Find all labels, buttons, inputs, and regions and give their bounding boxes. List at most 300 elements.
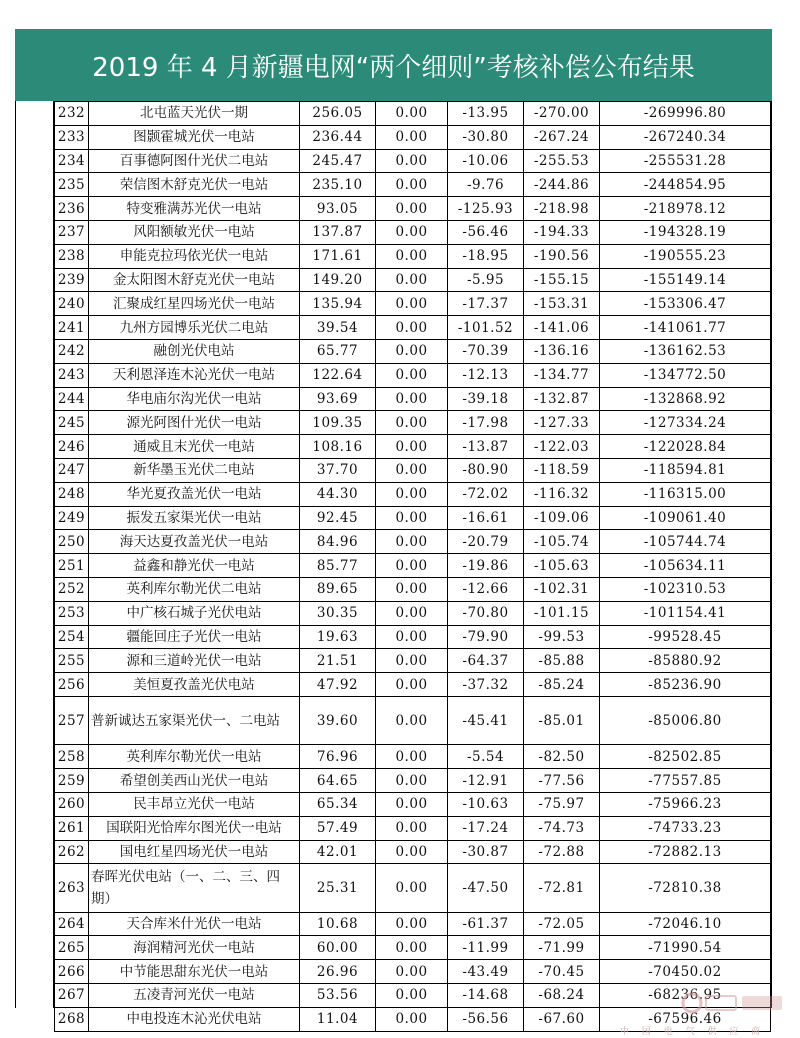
compensation-amount: -153306.47 [600, 292, 771, 316]
value-a: 256.05 [300, 102, 376, 126]
value-a: 76.96 [300, 745, 376, 769]
station-name: 北屯蓝天光伏一期 [89, 102, 300, 126]
table-row [55, 316, 771, 340]
compensation-amount: -127334.24 [600, 411, 771, 435]
value-a: 93.69 [300, 387, 376, 411]
table-row [55, 577, 771, 601]
total-score: -101.15 [524, 601, 600, 625]
compensation-amount: -116315.00 [600, 482, 771, 506]
value-b: 0.00 [376, 530, 448, 554]
value-b: 0.00 [376, 197, 448, 221]
station-name: 普新诚达五家渠光伏一、二电站 [89, 696, 300, 744]
compensation-amount: -269996.80 [600, 102, 771, 126]
total-score: -255.53 [524, 149, 600, 173]
total-score: -141.06 [524, 316, 600, 340]
compensation-amount: -101154.41 [600, 601, 771, 625]
watermark-logo-icon [680, 990, 790, 1016]
compensation-amount: -255531.28 [600, 149, 771, 173]
value-b: 0.00 [376, 102, 448, 126]
compensation-amount: -141061.77 [600, 316, 771, 340]
table-row [55, 816, 771, 840]
compensation-amount: -118594.81 [600, 458, 771, 482]
table-row [55, 530, 771, 554]
total-score: -118.59 [524, 458, 600, 482]
row-index: 266 [55, 960, 89, 984]
value-a: 44.30 [300, 482, 376, 506]
total-score: -267.24 [524, 125, 600, 149]
value-a: 42.01 [300, 840, 376, 864]
value-a: 26.96 [300, 960, 376, 984]
total-score: -116.32 [524, 482, 600, 506]
row-index: 234 [55, 149, 89, 173]
value-c: -80.90 [448, 458, 524, 482]
table-row [55, 960, 771, 984]
value-c: -5.54 [448, 745, 524, 769]
value-b: 0.00 [376, 840, 448, 864]
value-b: 0.00 [376, 984, 448, 1008]
value-c: -45.41 [448, 696, 524, 744]
value-a: 53.56 [300, 984, 376, 1008]
table-row [55, 912, 771, 936]
value-b: 0.00 [376, 554, 448, 578]
compensation-amount: -75966.23 [600, 792, 771, 816]
compensation-amount: -68236.95 [600, 984, 771, 1008]
station-name: 英利库尔勒光伏一电站 [89, 745, 300, 769]
station-name: 汇聚成红星四场光伏一电站 [89, 292, 300, 316]
value-b: 0.00 [376, 458, 448, 482]
value-b: 0.00 [376, 220, 448, 244]
row-index: 242 [55, 339, 89, 363]
row-index: 258 [55, 745, 89, 769]
value-b: 0.00 [376, 649, 448, 673]
value-c: -101.52 [448, 316, 524, 340]
row-index: 244 [55, 387, 89, 411]
row-index: 257 [55, 696, 89, 744]
total-score: -85.24 [524, 673, 600, 697]
table-row [55, 387, 771, 411]
value-c: -19.86 [448, 554, 524, 578]
row-index: 260 [55, 792, 89, 816]
value-a: 65.77 [300, 339, 376, 363]
table-row [55, 840, 771, 864]
compensation-amount: -109061.40 [600, 506, 771, 530]
row-index: 247 [55, 458, 89, 482]
compensation-amount: -136162.53 [600, 339, 771, 363]
table-row [55, 649, 771, 673]
value-a: 235.10 [300, 173, 376, 197]
value-a: 60.00 [300, 936, 376, 960]
value-b: 0.00 [376, 601, 448, 625]
compensation-amount: -122028.84 [600, 435, 771, 459]
results-table-body [55, 102, 771, 1032]
total-score: -127.33 [524, 411, 600, 435]
row-index: 237 [55, 220, 89, 244]
total-score: -72.81 [524, 864, 600, 912]
table-row [55, 173, 771, 197]
compensation-amount: -102310.53 [600, 577, 771, 601]
compensation-amount: -218978.12 [600, 197, 771, 221]
station-name: 振发五家渠光伏一电站 [89, 506, 300, 530]
value-c: -56.46 [448, 220, 524, 244]
station-name: 通威且末光伏一电站 [89, 435, 300, 459]
value-b: 0.00 [376, 1007, 448, 1031]
station-name: 民丰昂立光伏一电站 [89, 792, 300, 816]
station-name: 希望创美西山光伏一电站 [89, 769, 300, 793]
row-index: 265 [55, 936, 89, 960]
row-index: 253 [55, 601, 89, 625]
value-c: -43.49 [448, 960, 524, 984]
value-c: -20.79 [448, 530, 524, 554]
row-index: 238 [55, 244, 89, 268]
total-score: -72.88 [524, 840, 600, 864]
row-index: 255 [55, 649, 89, 673]
table-row [55, 435, 771, 459]
station-name: 国电红星四场光伏一电站 [89, 840, 300, 864]
value-c: -64.37 [448, 649, 524, 673]
total-score: -194.33 [524, 220, 600, 244]
total-score: -71.99 [524, 936, 600, 960]
compensation-amount: -72882.13 [600, 840, 771, 864]
compensation-amount: -74733.23 [600, 816, 771, 840]
value-c: -17.98 [448, 411, 524, 435]
total-score: -136.16 [524, 339, 600, 363]
station-name: 五凌青河光伏一电站 [89, 984, 300, 1008]
total-score: -72.05 [524, 912, 600, 936]
table-row [55, 554, 771, 578]
total-score: -67.60 [524, 1007, 600, 1031]
value-c: -17.24 [448, 816, 524, 840]
value-a: 39.54 [300, 316, 376, 340]
table-row [55, 458, 771, 482]
value-a: 39.60 [300, 696, 376, 744]
total-score: -85.01 [524, 696, 600, 744]
total-score: -190.56 [524, 244, 600, 268]
value-b: 0.00 [376, 577, 448, 601]
total-score: -85.88 [524, 649, 600, 673]
total-score: -75.97 [524, 792, 600, 816]
row-index: 254 [55, 625, 89, 649]
station-name: 天利恩泽连木沁光伏一电站 [89, 363, 300, 387]
value-b: 0.00 [376, 864, 448, 912]
value-b: 0.00 [376, 125, 448, 149]
value-a: 135.94 [300, 292, 376, 316]
value-a: 171.61 [300, 244, 376, 268]
table-row [55, 506, 771, 530]
value-c: -61.37 [448, 912, 524, 936]
compensation-amount: -105744.74 [600, 530, 771, 554]
row-index: 246 [55, 435, 89, 459]
total-score: -218.98 [524, 197, 600, 221]
compensation-amount: -67596.46 [600, 1007, 771, 1031]
value-c: -10.06 [448, 149, 524, 173]
value-a: 108.16 [300, 435, 376, 459]
station-name: 国联阳光恰库尔图光伏一电站 [89, 816, 300, 840]
value-c: -70.39 [448, 339, 524, 363]
table-row [55, 220, 771, 244]
table-row [55, 864, 771, 912]
value-c: -17.37 [448, 292, 524, 316]
table-row [55, 792, 771, 816]
station-name: 美恒夏孜盖光伏电站 [89, 673, 300, 697]
total-score: -134.77 [524, 363, 600, 387]
station-name: 融创光伏电站 [89, 339, 300, 363]
station-name: 九州方园博乐光伏二电站 [89, 316, 300, 340]
total-score: -99.53 [524, 625, 600, 649]
row-index: 250 [55, 530, 89, 554]
table-row [55, 292, 771, 316]
total-score: -270.00 [524, 102, 600, 126]
value-c: -72.02 [448, 482, 524, 506]
row-index: 268 [55, 1007, 89, 1031]
value-c: -11.99 [448, 936, 524, 960]
row-index: 239 [55, 268, 89, 292]
total-score: -68.24 [524, 984, 600, 1008]
total-score: -153.31 [524, 292, 600, 316]
value-c: -56.56 [448, 1007, 524, 1031]
table-row [55, 745, 771, 769]
compensation-amount: -194328.19 [600, 220, 771, 244]
total-score: -74.73 [524, 816, 600, 840]
value-c: -13.87 [448, 435, 524, 459]
station-name: 金太阳图木舒克光伏一电站 [89, 268, 300, 292]
value-b: 0.00 [376, 745, 448, 769]
station-name: 英利库尔勒光伏二电站 [89, 577, 300, 601]
compensation-amount: -72046.10 [600, 912, 771, 936]
station-name: 中电投连木沁光伏电站 [89, 1007, 300, 1031]
value-b: 0.00 [376, 435, 448, 459]
compensation-amount: -244854.95 [600, 173, 771, 197]
value-a: 30.35 [300, 601, 376, 625]
total-score: -122.03 [524, 435, 600, 459]
table-row [55, 102, 771, 126]
table-row [55, 482, 771, 506]
row-index: 262 [55, 840, 89, 864]
row-index: 251 [55, 554, 89, 578]
compensation-amount: -132868.92 [600, 387, 771, 411]
table-row [55, 601, 771, 625]
value-c: -10.63 [448, 792, 524, 816]
compensation-amount: -72810.38 [600, 864, 771, 912]
row-index: 235 [55, 173, 89, 197]
station-name: 春晖光伏电站（一、二、三、四期） [89, 864, 300, 912]
compensation-amount: -71990.54 [600, 936, 771, 960]
row-index: 263 [55, 864, 89, 912]
value-b: 0.00 [376, 316, 448, 340]
compensation-amount: -77557.85 [600, 769, 771, 793]
total-score: -82.50 [524, 745, 600, 769]
station-name: 源光阿图什光伏一电站 [89, 411, 300, 435]
watermark-subtitle: 中 国 电 气 供 应 商 [620, 1027, 766, 1037]
value-b: 0.00 [376, 936, 448, 960]
value-a: 93.05 [300, 197, 376, 221]
station-name: 海润精河光伏一电站 [89, 936, 300, 960]
table-row [55, 411, 771, 435]
compensation-amount: -82502.85 [600, 745, 771, 769]
value-a: 92.45 [300, 506, 376, 530]
table-row [55, 244, 771, 268]
station-name: 益鑫和静光伏一电站 [89, 554, 300, 578]
row-index: 232 [55, 102, 89, 126]
value-a: 19.63 [300, 625, 376, 649]
total-score: -109.06 [524, 506, 600, 530]
watermark-logo [680, 990, 790, 1021]
value-b: 0.00 [376, 625, 448, 649]
value-c: -12.13 [448, 363, 524, 387]
station-name: 特变雅满苏光伏一电站 [89, 197, 300, 221]
table-row [55, 339, 771, 363]
value-a: 109.35 [300, 411, 376, 435]
table-right-border [770, 101, 772, 1008]
value-c: -70.80 [448, 601, 524, 625]
value-a: 11.04 [300, 1007, 376, 1031]
row-index: 240 [55, 292, 89, 316]
value-c: -12.66 [448, 577, 524, 601]
value-a: 85.77 [300, 554, 376, 578]
compensation-amount: -85880.92 [600, 649, 771, 673]
total-score: -132.87 [524, 387, 600, 411]
value-a: 10.68 [300, 912, 376, 936]
station-name: 申能克拉玛依光伏一电站 [89, 244, 300, 268]
station-name: 百事德阿图什光伏二电站 [89, 149, 300, 173]
station-name: 华电庙尔沟光伏一电站 [89, 387, 300, 411]
value-c: -18.95 [448, 244, 524, 268]
total-score: -244.86 [524, 173, 600, 197]
value-b: 0.00 [376, 363, 448, 387]
value-a: 149.20 [300, 268, 376, 292]
value-b: 0.00 [376, 960, 448, 984]
table-row [55, 769, 771, 793]
compensation-amount: -190555.23 [600, 244, 771, 268]
station-name: 图颢霍城光伏一电站 [89, 125, 300, 149]
value-a: 64.65 [300, 769, 376, 793]
row-index: 249 [55, 506, 89, 530]
station-name: 中节能思甜东光伏一电站 [89, 960, 300, 984]
row-index: 248 [55, 482, 89, 506]
row-index: 252 [55, 577, 89, 601]
compensation-amount: -70450.02 [600, 960, 771, 984]
value-b: 0.00 [376, 792, 448, 816]
row-index: 241 [55, 316, 89, 340]
value-b: 0.00 [376, 816, 448, 840]
station-name: 风阳额敏光伏一电站 [89, 220, 300, 244]
value-a: 236.44 [300, 125, 376, 149]
total-score: -70.45 [524, 960, 600, 984]
total-score: -155.15 [524, 268, 600, 292]
table-row [55, 696, 771, 744]
total-score: -105.63 [524, 554, 600, 578]
value-b: 0.00 [376, 173, 448, 197]
table-row [55, 149, 771, 173]
value-a: 245.47 [300, 149, 376, 173]
station-name: 荣信图木舒克光伏一电站 [89, 173, 300, 197]
value-c: -16.61 [448, 506, 524, 530]
value-c: -30.80 [448, 125, 524, 149]
value-c: -37.32 [448, 673, 524, 697]
station-name: 疆能回庄子光伏一电站 [89, 625, 300, 649]
table-row [55, 197, 771, 221]
row-index: 264 [55, 912, 89, 936]
results-table [54, 101, 771, 1032]
station-name: 新华墨玉光伏二电站 [89, 458, 300, 482]
value-c: -30.87 [448, 840, 524, 864]
value-a: 89.65 [300, 577, 376, 601]
table-row [55, 936, 771, 960]
value-a: 65.34 [300, 792, 376, 816]
value-c: -39.18 [448, 387, 524, 411]
value-c: -12.91 [448, 769, 524, 793]
table-row [55, 625, 771, 649]
row-index: 245 [55, 411, 89, 435]
table-row [55, 125, 771, 149]
value-b: 0.00 [376, 339, 448, 363]
compensation-amount: -85236.90 [600, 673, 771, 697]
value-b: 0.00 [376, 696, 448, 744]
value-c: -13.95 [448, 102, 524, 126]
value-c: -14.68 [448, 984, 524, 1008]
compensation-amount: -267240.34 [600, 125, 771, 149]
value-b: 0.00 [376, 673, 448, 697]
header-banner [15, 29, 772, 101]
station-name: 天合库米什光伏一电站 [89, 912, 300, 936]
page-title: 2019 年 4 月新疆电网“两个细则”考核补偿公布结果 [92, 52, 695, 83]
row-index: 267 [55, 984, 89, 1008]
value-a: 47.92 [300, 673, 376, 697]
value-a: 84.96 [300, 530, 376, 554]
value-a: 25.31 [300, 864, 376, 912]
value-a: 122.64 [300, 363, 376, 387]
value-c: -47.50 [448, 864, 524, 912]
value-a: 21.51 [300, 649, 376, 673]
table-left-margin [15, 101, 54, 1008]
compensation-amount: -105634.11 [600, 554, 771, 578]
total-score: -77.56 [524, 769, 600, 793]
row-index: 256 [55, 673, 89, 697]
station-name: 海天达夏孜盖光伏一电站 [89, 530, 300, 554]
table-row [55, 268, 771, 292]
value-b: 0.00 [376, 769, 448, 793]
value-a: 37.70 [300, 458, 376, 482]
value-c: -5.95 [448, 268, 524, 292]
table-row [55, 984, 771, 1008]
value-b: 0.00 [376, 411, 448, 435]
row-index: 243 [55, 363, 89, 387]
total-score: -105.74 [524, 530, 600, 554]
value-b: 0.00 [376, 268, 448, 292]
value-b: 0.00 [376, 244, 448, 268]
row-index: 233 [55, 125, 89, 149]
value-b: 0.00 [376, 387, 448, 411]
compensation-amount: -85006.80 [600, 696, 771, 744]
total-score: -102.31 [524, 577, 600, 601]
value-c: -79.90 [448, 625, 524, 649]
value-c: -125.93 [448, 197, 524, 221]
station-name: 中广核石城子光伏电站 [89, 601, 300, 625]
row-index: 261 [55, 816, 89, 840]
table-row [55, 363, 771, 387]
value-a: 57.49 [300, 816, 376, 840]
station-name: 源和三道岭光伏一电站 [89, 649, 300, 673]
row-index: 236 [55, 197, 89, 221]
value-b: 0.00 [376, 912, 448, 936]
value-b: 0.00 [376, 149, 448, 173]
station-name: 华光夏孜盖光伏一电站 [89, 482, 300, 506]
value-a: 137.87 [300, 220, 376, 244]
value-b: 0.00 [376, 292, 448, 316]
compensation-amount: -99528.45 [600, 625, 771, 649]
compensation-amount: -155149.14 [600, 268, 771, 292]
value-b: 0.00 [376, 506, 448, 530]
value-b: 0.00 [376, 482, 448, 506]
